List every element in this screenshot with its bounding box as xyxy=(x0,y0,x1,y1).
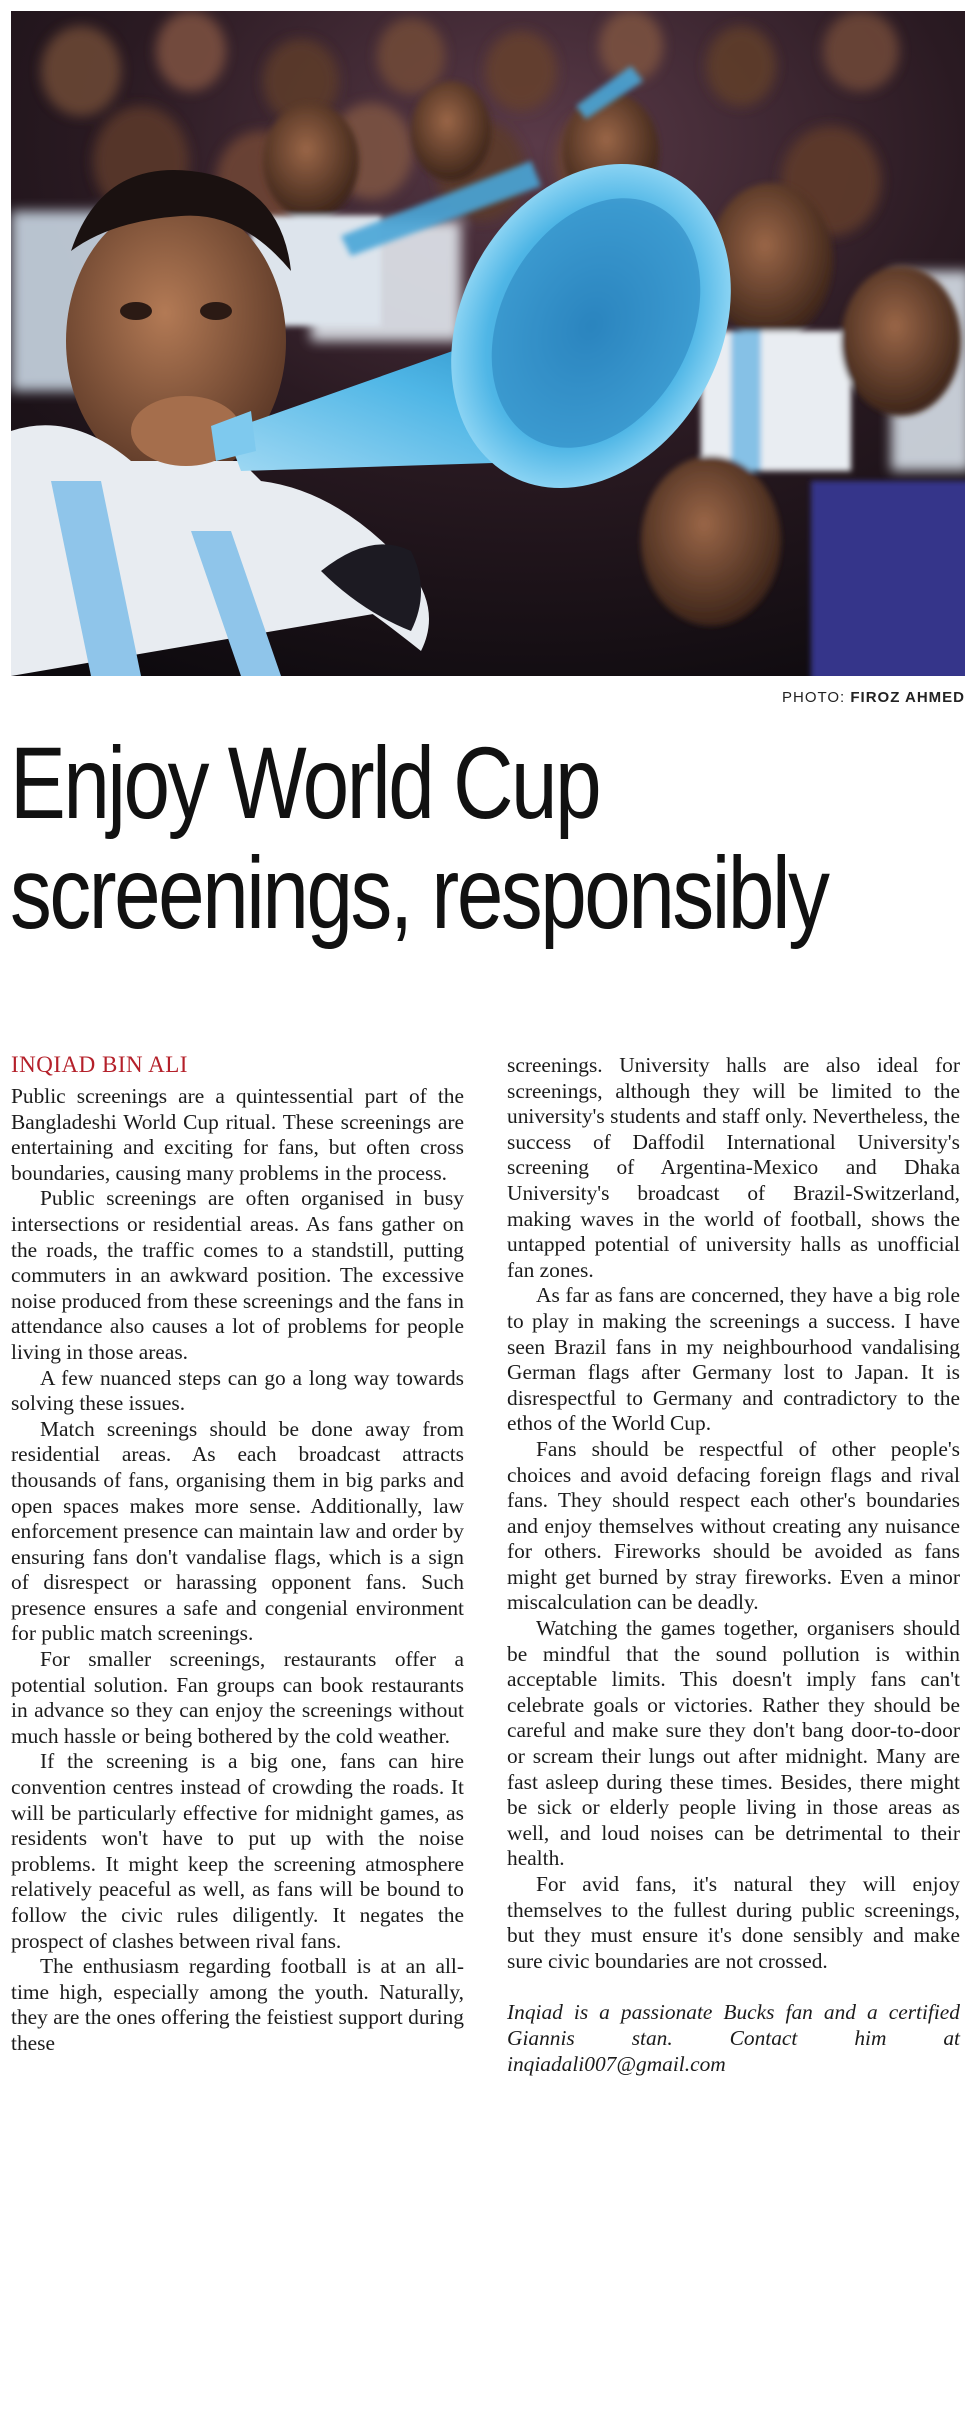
byline: INQIAD BIN ALI xyxy=(11,1052,188,1077)
article-column-left xyxy=(11,1084,464,2057)
headline-line-1: Enjoy World Cup xyxy=(10,726,600,840)
paragraph: Match screenings should be done away from residential areas. As each broadcast attracts thousands of fans, organising them in big parks and open spaces makes more sense. Additionally, law enforcement presence can maintain law and order by ensuring fans don't vandalise flags, which is a sign of disrespect or harassing opponent fans. Such presence ensures a safe and congenial environment for public match screenings. xyxy=(11,1416,464,1646)
headline xyxy=(10,728,961,948)
paragraph: As far as fans are concerned, they have a big role to play in making the screenings a success. I have seen Brazil fans in my neighbourhood vandalising German flags after Germany lost to Japan. It is disrespectful to Germany and contradictory to the ethos of the World Cup. xyxy=(507,1283,960,1436)
headline-line-2: screenings, responsibly xyxy=(10,836,828,950)
paragraph: Watching the games together, organisers should be mindful that the sound pollution is within acceptable limits. This doesn't imply fans can't celebrate goals or victories. Rather they should be careful and make sure they don't bang door-to-door or scream their lungs out after midnight. Many are fast asleep during these times. Besides, there might be sick or elderly people living in those areas as well, and loud noises can be detrimental to their health. xyxy=(507,1616,960,1871)
crowd-vuvuzela-image xyxy=(11,11,965,676)
author-bio: Inqiad is a passionate Bucks fan and a certified Giannis stan. Contact him at inqiadali007@gmail.com xyxy=(507,2000,960,2076)
paragraph: Public screenings are a quintessential part of the Bangladeshi World Cup ritual. These screenings are entertaining and exciting for fans, but often cross boundaries, causing many problems in the process. xyxy=(11,1084,464,1185)
paragraph: Fans should be respectful of other people's choices and avoid defacing foreign flags and rival fans. They should respect each other's boundaries and enjoy themselves without creating any nuisance for others. Fireworks should be avoided as fans might get burned by stray fireworks. Even a minor miscalculation can be deadly. xyxy=(507,1436,960,1615)
photographer-name: FIROZ AHMED xyxy=(850,689,965,706)
paragraph: screenings. University halls are also ideal for screenings, although they will be limited to the university's students and staff only. Nevertheless, the success of Daffodil International University's screening of Argentina-Mexico and Dhaka University's broadcast of Brazil-Switzerland, making waves in the world of football, shows the untapped potential of university halls as unofficial fan zones. xyxy=(507,1053,960,1282)
photo-credit-prefix: PHOTO: xyxy=(781,689,846,706)
paragraph: If the screening is a big one, fans can hire convention centres instead of crowding the roads. It will be particularly effective for midnight games, as residents won't have to put up with the noise problems. It might keep the screening atmosphere relatively peaceful as well, as fans will be bound to follow the civic rules diligently. It negates the prospect of clashes between rival fans. xyxy=(11,1749,464,1953)
paragraph: A few nuanced steps can go a long way towards solving these issues. xyxy=(11,1365,464,1416)
paragraph: For avid fans, it's natural they will enjoy themselves to the fullest during public screenings, but they must ensure it's done sensibly and make sure civic boundaries are not crossed. xyxy=(507,1872,960,1973)
photo-credit xyxy=(782,689,965,706)
article-photo xyxy=(11,11,965,676)
paragraph: For smaller screenings, restaurants offer a potential solution. Fan groups can book restaurants in advance so they can enjoy the screenings without much hassle or being bothered by the cold weather. xyxy=(11,1647,464,1748)
paragraph: Public screenings are often organised in busy intersections or residential areas. As fans gather on the roads, the traffic comes to a standstill, putting commuters in an awkward position. The excessive noise produced from these screenings and the fans in attendance also causes a lot of problems for people living in those areas. xyxy=(11,1186,464,1364)
article-column-right xyxy=(507,1053,960,2077)
paragraph: The enthusiasm regarding football is at an all-time high, especially among the youth. Naturally, they are the ones offering the feistiest support during these xyxy=(11,1954,464,2055)
